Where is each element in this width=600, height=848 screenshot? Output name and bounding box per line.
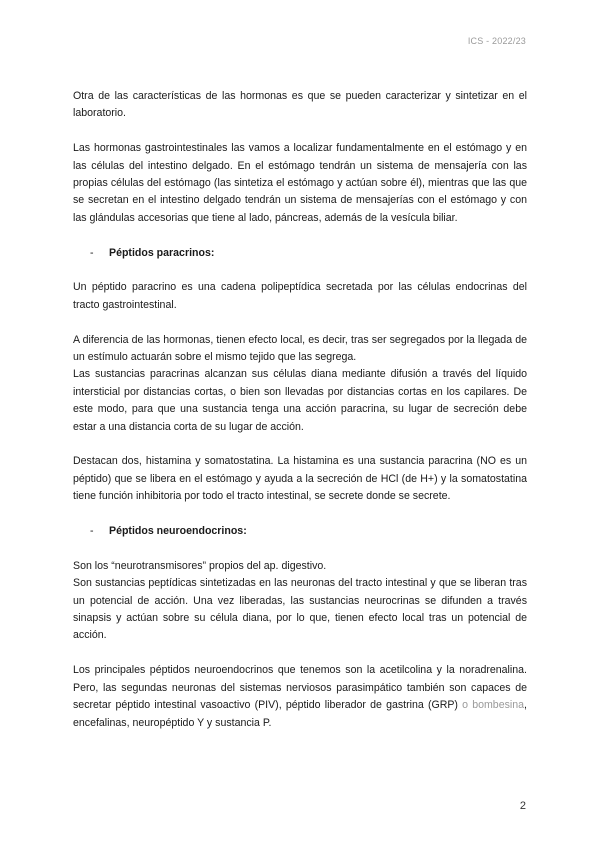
paragraph-neurotransmitters: Son los “neurotransmisores” propios del ap. digestivo. [73, 559, 327, 572]
heading-paracrine-label: Péptidos paracrinos: [109, 246, 215, 259]
heading-paracrine-peptides [73, 245, 527, 262]
paragraph-histamine-somatostatin: Destacan dos, histamina y somatostatina. La histamina es una sustancia paracrina (NO es un péptido) que se libera en el estómago y ayuda a la secreción de HCl (de H+) y la somatostatina tiene función inhibitoria por todo el tracto intestinal, se secrete donde se secrete. [73, 455, 527, 503]
paragraph-main-tail: , encefalinas, neuropéptido Y y sustancia P. [73, 699, 527, 729]
page-number: 2 [519, 800, 526, 812]
heading-neuroendocrine-peptides [73, 523, 527, 540]
paragraph-main-neuroendocrine [73, 662, 527, 732]
paragraph-local-effect: A diferencia de las hormonas, tienen efecto local, es decir, tras ser segregados por la llegada de un estímulo actuarán sobre el mismo tejido que las segrega. [73, 333, 527, 364]
page-header: ICS - 2022/23 [467, 36, 526, 46]
heading-neuroendocrine-label: Péptidos neuroendocrinos: [109, 525, 247, 538]
paragraph-paracrine-definition: Un péptido paracrino es una cadena polipeptídica secretada por las células endocrinas del tracto gastrointestinal. [73, 281, 527, 311]
bullet-dash: - [90, 246, 94, 259]
paragraph-hormones-lab: Otra de las características de las hormonas es que se pueden caracterizar y sintetizar en el laboratorio. [73, 90, 527, 120]
paragraph-peptide-synthesis: Son sustancias peptídicas sintetizadas en las neuronas del tracto intestinal y que se liberan tras un potencial de acción. Una vez liberadas, las sustancias neurocrinas se difunden a través sinapsis y actúan sobre su célula diana, por lo que, tienen efecto local tras un potencial de acción. [73, 577, 527, 642]
muted-note-bombesin: o bombesina [462, 699, 525, 712]
bullet-dash: - [90, 525, 94, 538]
paragraph-main-text: Los principales péptidos neuroendocrinos que tenemos son la acetilcolina y la noradrenalina. Pero, las segundas neuronas del sistemas nerviosos parasimpático también son capaces de secretar péptido intestinal vasoactivo (PIV), péptido liberador de gastrina (GRP) [73, 664, 527, 712]
document-body [73, 88, 527, 732]
paragraph-gastrointestinal-hormones: Las hormonas gastrointestinales las vamos a localizar fundamentalmente en el estómago y en las células del intestino delgado. En el estómago tendrán un sistema de mensajería con las propias células del estómago (las sintetiza el estómago y actúan sobre él), mientras que las que se secretan en el intestino delgado tendrán un sistema de mensajerías con el estómago y con las glándulas accesorias que tiene al lado, páncreas, además de la vesícula biliar. [73, 142, 527, 224]
paragraph-paracrine-diffusion: Las sustancias paracrinas alcanzan sus células diana mediante difusión a través del líquido intersticial por distancias cortas, o bien son llevadas por distancias cortas en los capilares. De este modo, para que una sustancia tenga una acción paracrina, su lugar de secreción debe estar a una distancia corta de su lugar de acción. [73, 368, 527, 433]
